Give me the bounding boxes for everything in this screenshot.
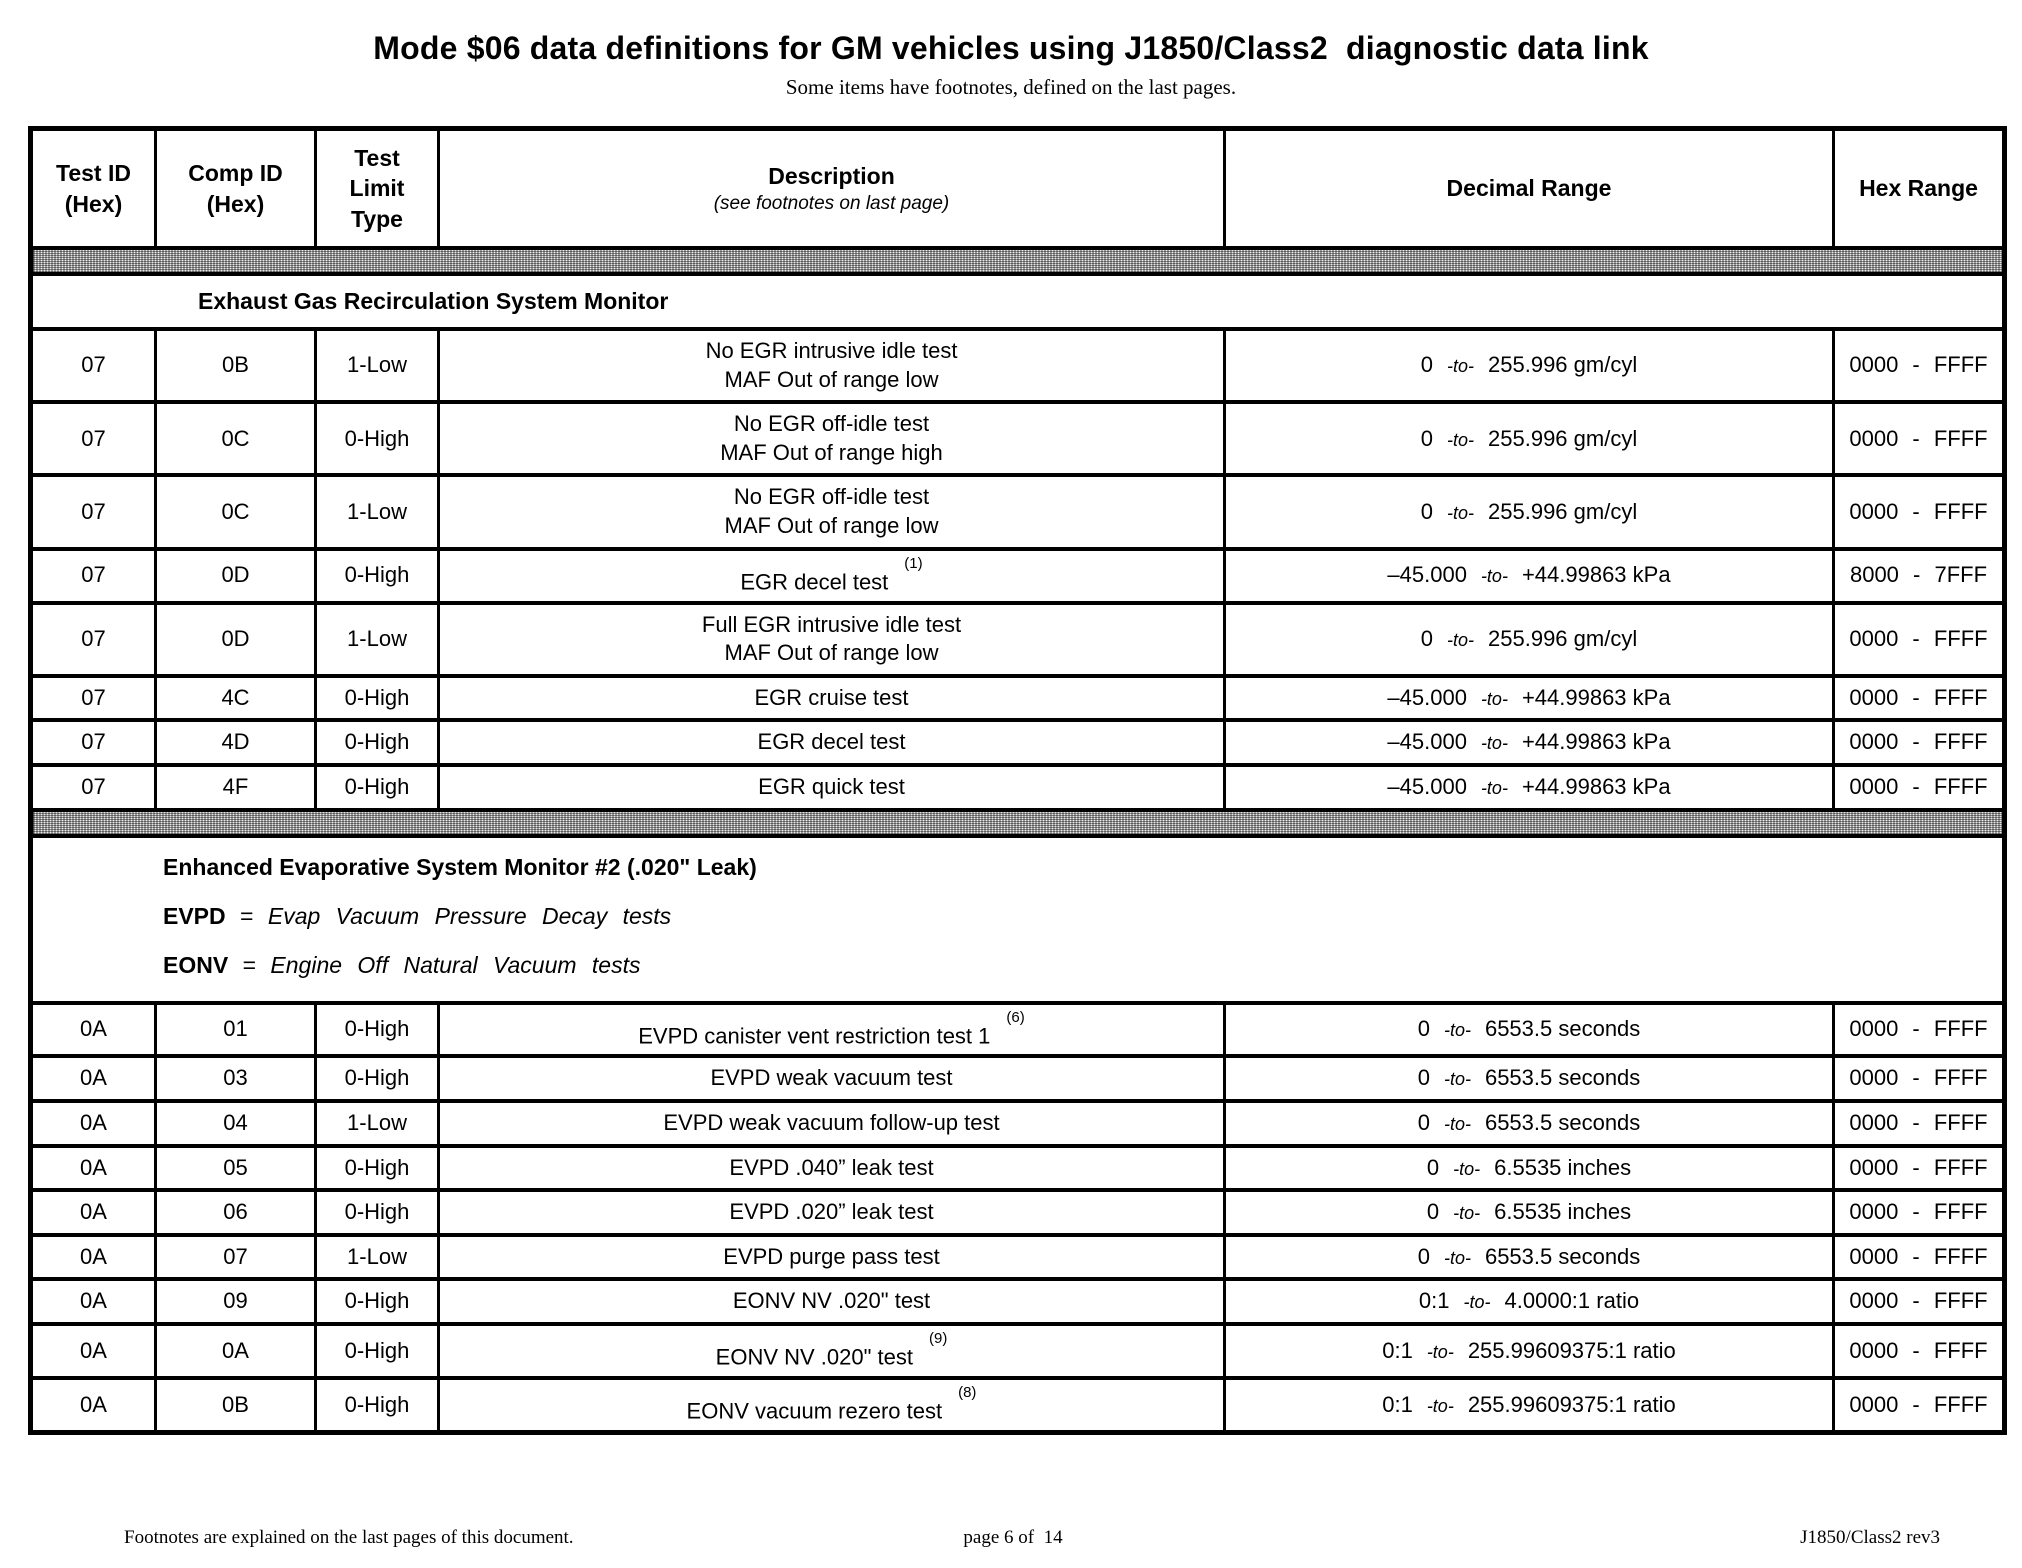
decimal-high: 255.996 gm/cyl: [1488, 425, 1638, 451]
cell-test-limit-type: 0-High: [316, 402, 439, 475]
description-line: [444, 439, 1219, 468]
cell-hex-range: 0000 - FFFF: [1834, 402, 2005, 475]
cell-test-limit-type: 1-Low: [316, 1101, 439, 1146]
cell-comp-id: 0C: [156, 402, 316, 475]
decimal-high: +44.99863 kPa: [1521, 562, 1671, 588]
description-line: [444, 611, 1219, 640]
footer-footnote-text: Footnotes are explained on the last pages of this document.: [124, 1527, 574, 1548]
cell-test-limit-type: 0-High: [316, 1279, 439, 1324]
cell-test-id: 0A: [31, 1101, 156, 1146]
section-divider-row: [31, 810, 2005, 836]
equals-sign: =: [236, 951, 263, 978]
description-line: [444, 483, 1219, 512]
table-row: [31, 402, 2005, 475]
decimal-low: 0: [1426, 1154, 1440, 1180]
decimal-low: 0:1: [1418, 1288, 1450, 1314]
description-text: No EGR off-idle test: [733, 484, 930, 510]
cell-comp-id: 4F: [156, 765, 316, 810]
cell-decimal-range: [1225, 329, 1834, 402]
cell-decimal-range: [1225, 402, 1834, 475]
col-header-test-id: [31, 129, 156, 249]
description-line: [444, 1008, 1219, 1051]
hatch-band: [31, 810, 2005, 836]
footer-doc-revision: J1850/Class2 rev3: [1800, 1527, 1940, 1548]
description-line: [444, 554, 1219, 597]
cell-test-id: 07: [31, 475, 156, 548]
cell-hex-range: 0000 - FFFF: [1834, 1279, 2005, 1324]
description-text: No EGR off-idle test: [733, 411, 930, 437]
col-header-description: [439, 129, 1225, 249]
decimal-low: –45.000: [1387, 729, 1467, 755]
description-line: [444, 337, 1219, 366]
cell-test-limit-type: 0-High: [316, 1324, 439, 1378]
decimal-high: +44.99863 kPa: [1521, 773, 1671, 799]
cell-decimal-range: [1225, 475, 1834, 548]
cell-hex-range: 0000 - FFFF: [1834, 1056, 2005, 1101]
cell-test-limit-type: 0-High: [316, 720, 439, 765]
decimal-low: –45.000: [1387, 562, 1467, 588]
cell-test-limit-type: 0-High: [316, 1056, 439, 1101]
cell-comp-id: 0D: [156, 603, 316, 676]
description-line: [444, 366, 1219, 395]
section-divider-row: [31, 248, 2005, 274]
description-text: EGR quick test: [758, 773, 905, 799]
decimal-high: 255.996 gm/cyl: [1488, 352, 1638, 378]
to-label: -to-: [1447, 356, 1475, 377]
cell-comp-id: 0B: [156, 1378, 316, 1432]
table-row: [31, 1146, 2005, 1191]
cell-hex-range: 8000 - 7FFF: [1834, 549, 2005, 603]
description-line: [444, 639, 1219, 668]
col-header-line: Description: [768, 162, 895, 189]
cell-hex-range: 0000 - FFFF: [1834, 1003, 2005, 1057]
description-line: [444, 684, 1219, 713]
cell-test-limit-type: 1-Low: [316, 1235, 439, 1280]
cell-description: [439, 720, 1225, 765]
cell-description: [439, 1003, 1225, 1057]
cell-decimal-range: [1225, 1324, 1834, 1378]
description-line: [444, 1198, 1219, 1227]
cell-test-limit-type: 0-High: [316, 765, 439, 810]
decimal-high: 6553.5 seconds: [1484, 1016, 1641, 1042]
description-text: EGR decel test: [740, 568, 889, 594]
decimal-low: 0:1: [1382, 1391, 1413, 1417]
table-row: [31, 1101, 2005, 1146]
section-title: Exhaust Gas Recirculation System Monitor: [198, 288, 669, 315]
cell-test-id: 07: [31, 765, 156, 810]
cell-description: [439, 1378, 1225, 1432]
table-header-row: [31, 129, 2005, 249]
to-label: -to-: [1426, 1341, 1454, 1362]
decimal-low: 0: [1417, 1243, 1430, 1269]
page-footer: [0, 1527, 2022, 1557]
cell-description: [439, 1279, 1225, 1324]
cell-test-limit-type: 1-Low: [316, 603, 439, 676]
col-header-test-limit-type: [316, 129, 439, 249]
decimal-low: 0: [1426, 1199, 1440, 1225]
cell-hex-range: 0000 - FFFF: [1834, 603, 2005, 676]
decimal-high: 6.5535 inches: [1494, 1154, 1632, 1180]
cell-test-limit-type: 0-High: [316, 549, 439, 603]
decimal-high: 6553.5 seconds: [1484, 1065, 1641, 1091]
cell-test-id: 0A: [31, 1324, 156, 1378]
definition-abbr: EVPD: [163, 902, 226, 929]
data-definitions-table: [28, 126, 2007, 1435]
cell-test-limit-type: 0-High: [316, 1003, 439, 1057]
description-text: EVPD weak vacuum test: [710, 1065, 953, 1091]
cell-decimal-range: [1225, 603, 1834, 676]
col-header-line: Type: [351, 205, 403, 232]
table-row: [31, 765, 2005, 810]
cell-test-limit-type: 0-High: [316, 1190, 439, 1235]
cell-description: [439, 1190, 1225, 1235]
cell-description: [439, 402, 1225, 475]
cell-decimal-range: [1225, 1378, 1834, 1432]
cell-hex-range: 0000 - FFFF: [1834, 1101, 2005, 1146]
cell-test-limit-type: 0-High: [316, 1378, 439, 1432]
footnote-ref: (6): [1006, 1008, 1025, 1026]
table-row: [31, 1190, 2005, 1235]
col-header-line: Test: [354, 145, 400, 171]
definition-line: [163, 903, 1992, 930]
description-text: EGR cruise test: [754, 684, 909, 710]
cell-comp-id: 03: [156, 1056, 316, 1101]
cell-hex-range: 0000 - FFFF: [1834, 1190, 2005, 1235]
decimal-low: –45.000: [1387, 773, 1467, 799]
cell-decimal-range: [1225, 1003, 1834, 1057]
col-header-line: Comp ID: [188, 160, 283, 187]
cell-description: [439, 549, 1225, 603]
cell-comp-id: 09: [156, 1279, 316, 1324]
cell-test-id: 0A: [31, 1056, 156, 1101]
description-line: [444, 1287, 1219, 1316]
col-header-line: (Hex): [206, 190, 265, 217]
table-row: [31, 1056, 2005, 1101]
description-line: [444, 512, 1219, 541]
cell-hex-range: 0000 - FFFF: [1834, 1235, 2005, 1280]
to-label: -to-: [1480, 688, 1508, 709]
to-label: -to-: [1453, 1158, 1481, 1179]
cell-description: [439, 1324, 1225, 1378]
description-line: [444, 1383, 1219, 1426]
to-label: -to-: [1480, 733, 1508, 754]
decimal-low: 0: [1420, 425, 1434, 451]
cell-hex-range: 0000 - FFFF: [1834, 676, 2005, 721]
cell-comp-id: 01: [156, 1003, 316, 1057]
table-row: [31, 1279, 2005, 1324]
description-line: [444, 1064, 1219, 1093]
decimal-high: 255.99609375:1 ratio: [1467, 1391, 1676, 1417]
description-text: EVPD .040” leak test: [729, 1154, 934, 1180]
cell-description: [439, 603, 1225, 676]
cell-hex-range: 0000 - FFFF: [1834, 765, 2005, 810]
section-header-row: [31, 274, 2005, 329]
to-label: -to-: [1480, 777, 1508, 798]
cell-test-id: 07: [31, 549, 156, 603]
cell-comp-id: 0B: [156, 329, 316, 402]
description-text: EONV NV .020" test: [732, 1288, 931, 1314]
decimal-low: 0: [1417, 1065, 1430, 1091]
decimal-low: 0: [1417, 1110, 1430, 1136]
cell-test-id: 0A: [31, 1003, 156, 1057]
cell-test-limit-type: 0-High: [316, 1146, 439, 1191]
decimal-high: 6.5535 inches: [1494, 1199, 1632, 1225]
cell-decimal-range: [1225, 1279, 1834, 1324]
table-row: [31, 1003, 2005, 1057]
col-header-line: Decimal Range: [1446, 175, 1612, 202]
cell-test-id: 07: [31, 676, 156, 721]
description-line: [444, 1330, 1219, 1372]
decimal-low: 0: [1420, 352, 1434, 378]
cell-test-limit-type: 1-Low: [316, 329, 439, 402]
col-header-line: Hex Range: [1859, 175, 1978, 202]
table-row: [31, 475, 2005, 548]
decimal-high: 4.0000:1 ratio: [1504, 1288, 1640, 1314]
to-label: -to-: [1453, 1203, 1481, 1224]
col-header-comp-id: [156, 129, 316, 249]
description-line: [444, 773, 1219, 802]
equals-sign: =: [233, 902, 260, 929]
decimal-low: 0: [1417, 1016, 1430, 1042]
description-line: [444, 728, 1219, 757]
to-label: -to-: [1447, 429, 1475, 450]
cell-hex-range: 0000 - FFFF: [1834, 475, 2005, 548]
description-text: EGR decel test: [757, 729, 906, 755]
decimal-high: 255.996 gm/cyl: [1488, 498, 1638, 524]
cell-test-id: 0A: [31, 1146, 156, 1191]
description-text: EVPD purge pass test: [723, 1243, 940, 1269]
to-label: -to-: [1443, 1020, 1471, 1041]
table-row: [31, 603, 2005, 676]
decimal-high: +44.99863 kPa: [1521, 729, 1671, 755]
table-row: [31, 1378, 2005, 1432]
table-row: [31, 1324, 2005, 1378]
description-text: EVPD weak vacuum follow-up test: [663, 1110, 1000, 1136]
cell-description: [439, 676, 1225, 721]
description-line: [444, 1243, 1219, 1272]
col-header-hex-range: [1834, 129, 2005, 249]
cell-hex-range: 0000 - FFFF: [1834, 329, 2005, 402]
page-title: Mode $06 data definitions for GM vehicles using J1850/Class2 diagnostic data link: [373, 30, 1649, 66]
definition-abbr: EONV: [163, 951, 229, 978]
decimal-low: 0: [1420, 625, 1434, 651]
cell-comp-id: 06: [156, 1190, 316, 1235]
cell-decimal-range: [1225, 1235, 1834, 1280]
decimal-low: 0:1: [1382, 1337, 1413, 1363]
page-subtitle: Some items have footnotes, defined on the last pages.: [785, 75, 1237, 99]
cell-test-id: 07: [31, 720, 156, 765]
footnote-ref: (1): [904, 554, 923, 572]
cell-description: [439, 475, 1225, 548]
description-text: EVPD .020” leak test: [729, 1199, 934, 1225]
cell-description: [439, 765, 1225, 810]
to-label: -to-: [1443, 1247, 1471, 1268]
cell-test-id: 0A: [31, 1378, 156, 1432]
cell-comp-id: 4C: [156, 676, 316, 721]
col-header-note: (see footnotes on last page): [713, 193, 950, 215]
description-text: MAF Out of range low: [724, 640, 939, 666]
section-header-row: [31, 836, 2005, 1003]
table-row: [31, 329, 2005, 402]
definition-text: Evap Vacuum Pressure Decay tests: [267, 902, 672, 929]
cell-test-limit-type: 1-Low: [316, 475, 439, 548]
footnote-ref: (9): [929, 1330, 948, 1348]
cell-comp-id: 05: [156, 1146, 316, 1191]
footnote-ref: (8): [958, 1383, 977, 1401]
hatch-band: [31, 248, 2005, 274]
decimal-high: 6553.5 seconds: [1484, 1110, 1641, 1136]
decimal-high: +44.99863 kPa: [1521, 684, 1671, 710]
cell-decimal-range: [1225, 1056, 1834, 1101]
to-label: -to-: [1463, 1292, 1491, 1313]
section-header-cell: [31, 274, 2005, 329]
description-text: EONV vacuum rezero test: [686, 1398, 943, 1424]
col-header-decimal-range: [1225, 129, 1834, 249]
cell-comp-id: 0C: [156, 475, 316, 548]
cell-test-id: 0A: [31, 1279, 156, 1324]
cell-comp-id: 07: [156, 1235, 316, 1280]
table-row: [31, 1235, 2005, 1280]
footer-page-number: page 6 of 14: [963, 1527, 1063, 1548]
cell-decimal-range: [1225, 1146, 1834, 1191]
decimal-high: 255.99609375:1 ratio: [1467, 1337, 1676, 1363]
definition-text: Engine Off Natural Vacuum tests: [270, 951, 641, 978]
cell-description: [439, 1056, 1225, 1101]
cell-hex-range: 0000 - FFFF: [1834, 720, 2005, 765]
cell-hex-range: 0000 - FFFF: [1834, 1378, 2005, 1432]
description-text: No EGR intrusive idle test: [705, 338, 958, 364]
to-label: -to-: [1447, 629, 1475, 650]
description-text: MAF Out of range high: [720, 439, 943, 465]
cell-test-id: 0A: [31, 1235, 156, 1280]
description-text: Full EGR intrusive idle test: [701, 611, 962, 637]
definition-line: [163, 952, 1992, 979]
to-label: -to-: [1426, 1395, 1454, 1416]
section-header-cell: [31, 836, 2005, 1003]
cell-hex-range: 0000 - FFFF: [1834, 1146, 2005, 1191]
description-line: [444, 1154, 1219, 1183]
cell-comp-id: 0A: [156, 1324, 316, 1378]
cell-test-id: 0A: [31, 1190, 156, 1235]
description-text: EONV NV .020" test: [715, 1344, 913, 1370]
cell-hex-range: 0000 - FFFF: [1834, 1324, 2005, 1378]
description-line: [444, 1109, 1219, 1138]
cell-decimal-range: [1225, 1190, 1834, 1235]
col-header-line: (Hex): [64, 190, 123, 217]
to-label: -to-: [1447, 502, 1475, 523]
description-text: EVPD canister vent restriction test 1: [638, 1022, 991, 1048]
cell-decimal-range: [1225, 720, 1834, 765]
description-text: MAF Out of range low: [724, 513, 939, 539]
section-title: Enhanced Evaporative System Monitor #2 (.020" Leak): [163, 853, 757, 880]
cell-decimal-range: [1225, 549, 1834, 603]
cell-description: [439, 1146, 1225, 1191]
col-header-line: Test ID: [56, 160, 131, 187]
to-label: -to-: [1443, 1114, 1471, 1135]
description-text: MAF Out of range low: [724, 366, 939, 392]
cell-description: [439, 329, 1225, 402]
decimal-high: 255.996 gm/cyl: [1488, 625, 1638, 651]
cell-decimal-range: [1225, 1101, 1834, 1146]
table-body: [31, 248, 2005, 1432]
cell-comp-id: 0D: [156, 549, 316, 603]
decimal-high: 6553.5 seconds: [1484, 1243, 1641, 1269]
cell-test-id: 07: [31, 402, 156, 475]
cell-decimal-range: [1225, 765, 1834, 810]
table-row: [31, 549, 2005, 603]
to-label: -to-: [1480, 566, 1508, 587]
cell-comp-id: 04: [156, 1101, 316, 1146]
col-header-line: Limit: [349, 175, 405, 202]
cell-test-id: 07: [31, 603, 156, 676]
cell-description: [439, 1101, 1225, 1146]
description-line: [444, 410, 1219, 439]
cell-comp-id: 4D: [156, 720, 316, 765]
cell-description: [439, 1235, 1225, 1280]
cell-test-limit-type: 0-High: [316, 676, 439, 721]
decimal-low: –45.000: [1387, 684, 1467, 710]
table-row: [31, 676, 2005, 721]
table-row: [31, 720, 2005, 765]
to-label: -to-: [1443, 1069, 1471, 1090]
cell-decimal-range: [1225, 676, 1834, 721]
decimal-low: 0: [1420, 498, 1434, 524]
cell-test-id: 07: [31, 329, 156, 402]
